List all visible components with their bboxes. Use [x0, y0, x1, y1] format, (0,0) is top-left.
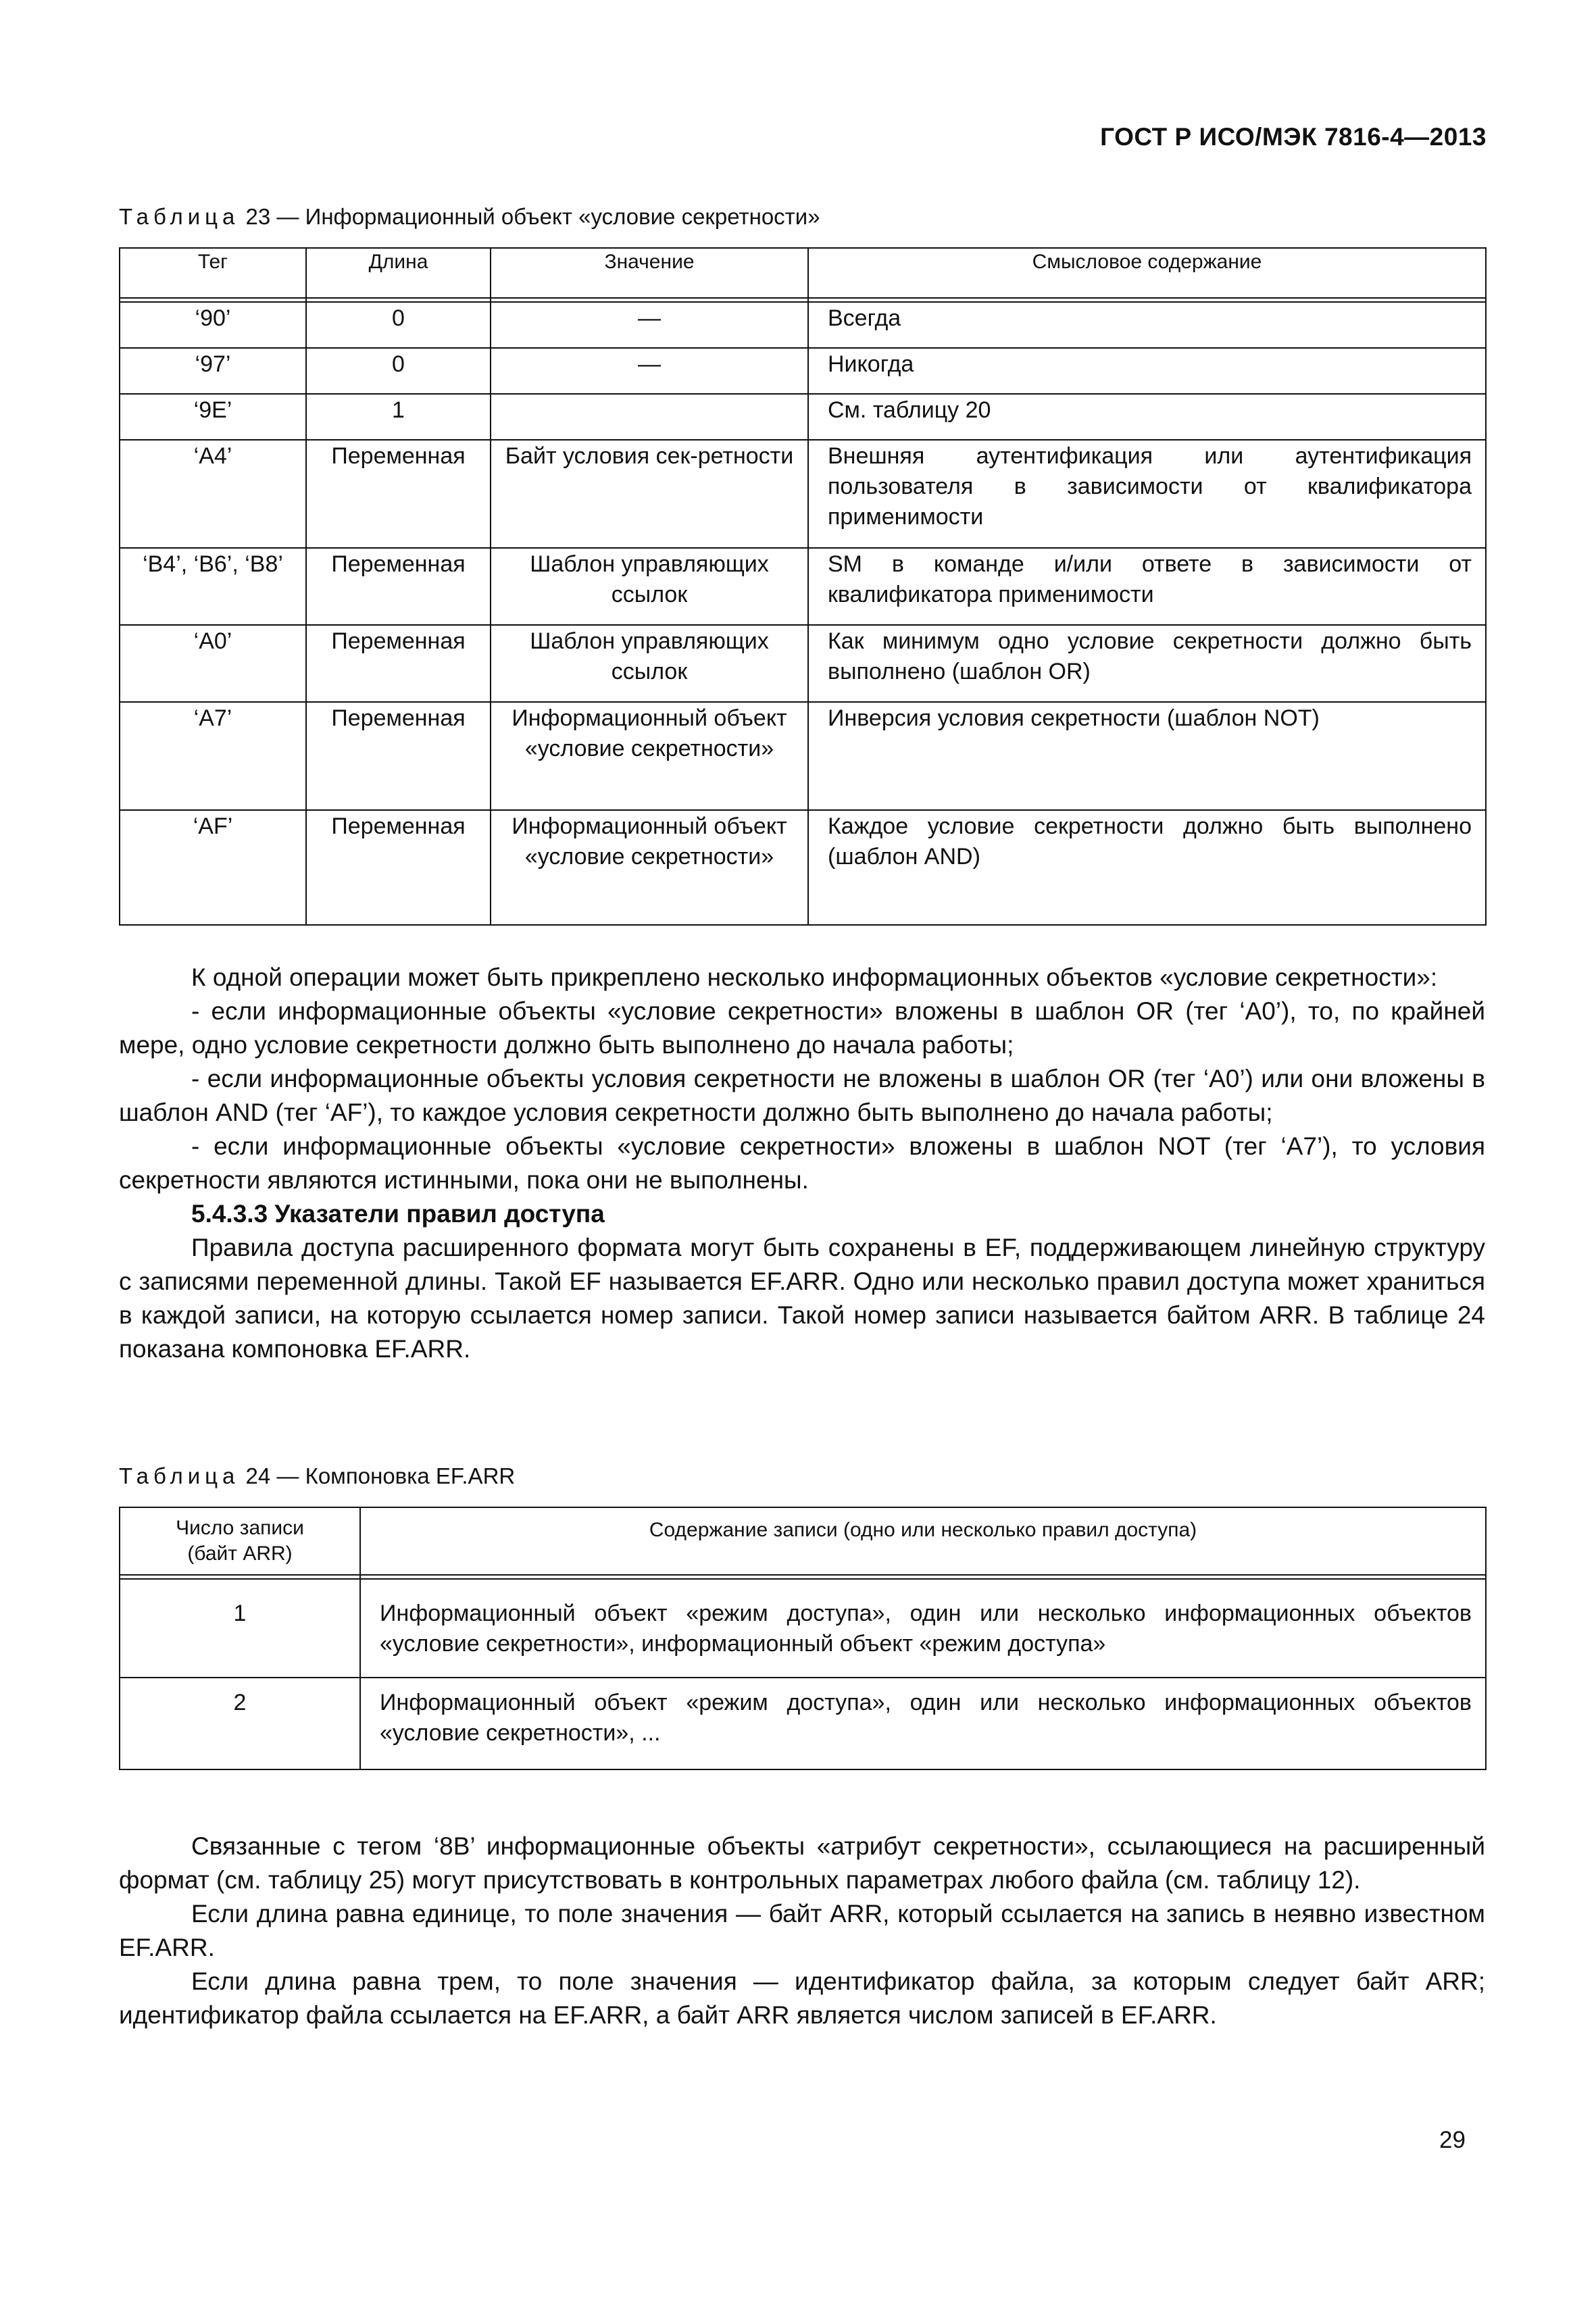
cell-length: Переменная — [306, 702, 491, 810]
cell-tag: ‘AF’ — [120, 810, 306, 925]
cell-record-content: Информационный объект «режим доступа», один или несколько информационных объектов «условие секретности», ... — [360, 1678, 1486, 1769]
cell-value: Шаблон управляющих ссылок — [491, 548, 808, 625]
table-23-title: 23 — Информационный объект «условие секретности» — [239, 204, 820, 229]
cell-record-number: 2 — [120, 1678, 360, 1769]
col-header-record-content: Содержание записи (одно или несколько правил доступа) — [360, 1507, 1486, 1575]
list-item: - если информационные объекты «условие секретности» вложены в шаблон OR (тег ‘A0’), то, по крайней мере, одно условие секретности должно быть выполнено до начала работы; — [119, 997, 1485, 1059]
cell-value: Информационный объект «условие секретности» — [491, 810, 808, 925]
paragraph: Если длина равна единице, то поле значения — байт ARR, который ссылается на запись в неявно известном EF.ARR. — [119, 1900, 1485, 1961]
body-section-1 — [119, 961, 1485, 1366]
table-row — [120, 440, 1486, 548]
paragraph: Если длина равна трем, то поле значения — идентификатор файла, за которым следует байт ARR; идентификатор файла ссылается на EF.ARR, а байт ARR является числом записей в EF.ARR. — [119, 1967, 1485, 2029]
table-row — [120, 625, 1486, 702]
col-header-line: (байт ARR) — [187, 1542, 293, 1565]
cell-tag: ‘A7’ — [120, 702, 306, 810]
body-section-2 — [119, 1830, 1485, 2032]
cell-meaning: Всегда — [808, 302, 1486, 348]
cell-meaning: Инверсия условия секретности (шаблон NOT) — [808, 702, 1486, 810]
cell-value — [491, 394, 808, 440]
paragraph: Правила доступа расширенного формата могут быть сохранены в EF, поддерживающем линейную структуру с записями переменной длины. Такой EF называется EF.ARR. Одно или несколько правил доступа может храниться в каждой записи, на которую ссылается номер записи. Такой номер записи называется байтом ARR. В таблице 24 показана компоновка EF.ARR. — [119, 1234, 1485, 1363]
table-row — [120, 348, 1486, 394]
cell-record-content: Информационный объект «режим доступа», один или несколько информационных объектов «условие секретности», информационный объект «режим доступа» — [360, 1579, 1486, 1678]
cell-length: Переменная — [306, 625, 491, 702]
table-row — [120, 302, 1486, 348]
cell-tag: ‘97’ — [120, 348, 306, 394]
section-heading: 5.4.3.3 Указатели правил доступа — [191, 1200, 605, 1228]
cell-value: — — [491, 348, 808, 394]
paragraph: Связанные с тегом ‘8B’ информационные объекты «атрибут секретности», ссылающиеся на расширенный формат (см. таблицу 25) могут присутствовать в контрольных параметрах любого файла (см. таблицу 12). — [119, 1832, 1485, 1894]
cell-length: 0 — [306, 348, 491, 394]
cell-meaning: Никогда — [808, 348, 1486, 394]
cell-meaning: SM в команде и/или ответе в зависимости от квалификатора применимости — [808, 548, 1486, 625]
col-header-record-number — [120, 1507, 360, 1575]
table-row — [120, 702, 1486, 810]
table-row — [120, 548, 1486, 625]
cell-meaning: См. таблицу 20 — [808, 394, 1486, 440]
table-23 — [119, 247, 1487, 926]
list-item: - если информационные объекты «условие секретности» вложены в шаблон NOT (тег ‘A7’), то условия секретности являются истинными, пока они не выполнены. — [119, 1132, 1485, 1194]
cell-meaning: Как минимум одно условие секретности должно быть выполнено (шаблон OR) — [808, 625, 1486, 702]
table-row — [120, 810, 1486, 925]
standard-header: ГОСТ Р ИСО/МЭК 7816-4—2013 — [1100, 123, 1487, 151]
paragraph: К одной операции может быть прикреплено несколько информационных объектов «условие секретности»: — [191, 963, 1438, 991]
list-item: - если информационные объекты условия секретности не вложены в шаблон OR (тег ‘A0’) или они вложены в шаблон AND (тег ‘AF’), то каждое условия секретности должно быть выполнено до начала работы; — [119, 1065, 1485, 1126]
cell-meaning: Каждое условие секретности должно быть выполнено (шаблон AND) — [808, 810, 1486, 925]
cell-length: 0 — [306, 302, 491, 348]
cell-value: Байт условия сек-ретности — [491, 440, 808, 548]
cell-tag: ‘A0’ — [120, 625, 306, 702]
table-24-title: 24 — Компоновка EF.ARR — [239, 1463, 516, 1488]
col-header-line: Число записи — [176, 1517, 304, 1539]
col-header-length: Длина — [306, 248, 491, 298]
cell-tag: ‘A4’ — [120, 440, 306, 548]
cell-tag: ‘B4’, ‘B6’, ‘B8’ — [120, 548, 306, 625]
table-row — [120, 1579, 1486, 1678]
cell-value: Шаблон управляющих ссылок — [491, 625, 808, 702]
cell-length: Переменная — [306, 548, 491, 625]
col-header-value: Значение — [491, 248, 808, 298]
page-number: 29 — [1439, 2127, 1466, 2153]
cell-tag: ‘90’ — [120, 302, 306, 348]
table-word: Таблица — [119, 204, 240, 229]
cell-value: Информационный объект «условие секретности» — [491, 702, 808, 810]
cell-meaning: Внешняя аутентификация или аутентификация пользователя в зависимости от квалификатора применимости — [808, 440, 1486, 548]
table-row — [120, 394, 1486, 440]
cell-length: Переменная — [306, 440, 491, 548]
table-word: Таблица — [119, 1463, 240, 1488]
table-24-caption — [119, 1463, 515, 1489]
cell-value: — — [491, 302, 808, 348]
cell-length: Переменная — [306, 810, 491, 925]
cell-record-number: 1 — [120, 1579, 360, 1678]
cell-tag: ‘9E’ — [120, 394, 306, 440]
col-header-tag: Тег — [120, 248, 306, 298]
cell-length: 1 — [306, 394, 491, 440]
table-24 — [119, 1507, 1487, 1770]
table-23-caption — [119, 204, 820, 230]
table-row — [120, 1678, 1486, 1769]
col-header-meaning: Смысловое содержание — [808, 248, 1486, 298]
